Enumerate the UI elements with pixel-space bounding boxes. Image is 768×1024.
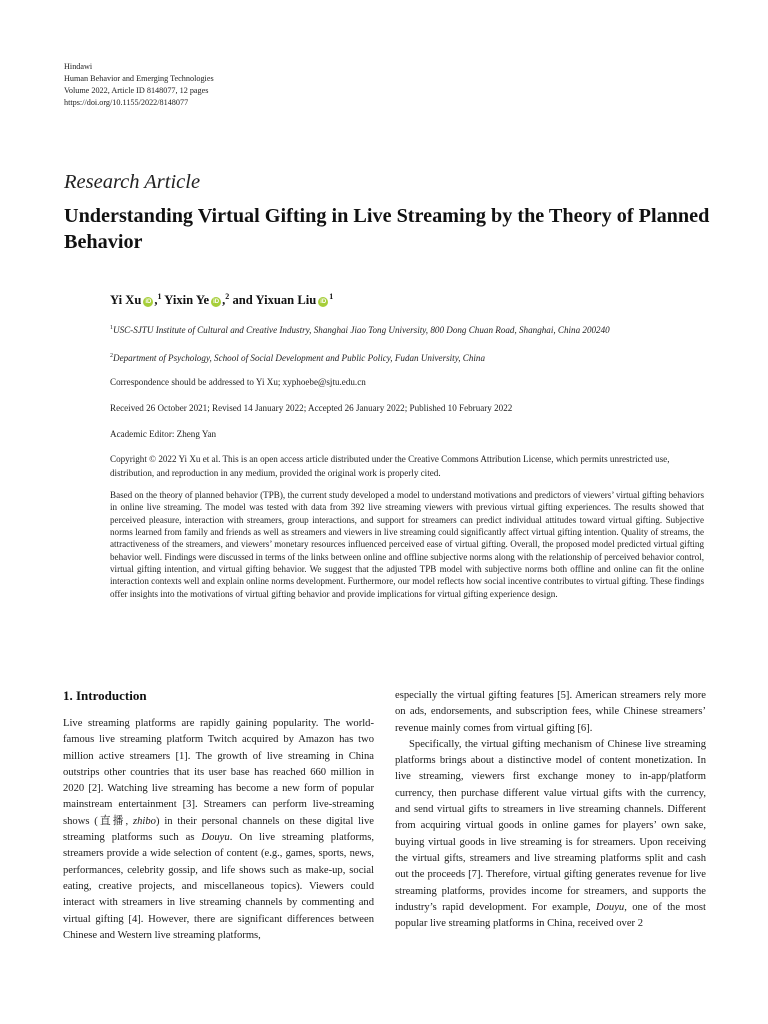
- body-paragraph: especially the virtual gifting features [5]. American streamers rely more on ads, endorsements, and subscription fees, while Chinese streamers’ revenue mainly comes from virtual gifting [6].: [395, 690, 706, 734]
- section-heading: 1. Introduction: [63, 688, 147, 703]
- platform-name: Douyu: [201, 832, 230, 844]
- orcid-icon[interactable]: iD: [320, 299, 327, 306]
- author-name: Yixin Ye: [164, 293, 210, 308]
- article-type: Research Article: [64, 171, 201, 193]
- affiliation-number: 1: [110, 325, 113, 331]
- correspondence: Correspondence should be addressed to Yi Xu; xyphoebe@sjtu.edu.cn: [110, 377, 366, 387]
- orcid-icon[interactable]: iD: [145, 299, 152, 306]
- affiliation-number: 2: [110, 353, 113, 359]
- academic-editor: Academic Editor: Zheng Yan: [110, 429, 217, 439]
- authors-joiner: and: [232, 293, 253, 308]
- body-column-right: [395, 688, 706, 932]
- platform-name: Douyu: [595, 901, 625, 913]
- volume-info: Volume 2022, Article ID 8148077, 12 pages: [64, 86, 209, 95]
- author-affiliation-marker: 1: [329, 292, 334, 301]
- author-name: Yi Xu: [110, 293, 142, 308]
- publisher-name: Hindawi: [64, 62, 93, 71]
- body-column-left: [63, 688, 374, 944]
- doi-link[interactable]: https://doi.org/10.1155/2022/8148077: [64, 98, 189, 107]
- paper-title: Understanding Virtual Gifting in Live Streaming by the Theory of Planned Behavior: [64, 205, 710, 253]
- body-paragraph: Live streaming platforms are rapidly gaining popularity. The world-famous live streaming platform Twitch acquired by Amazon has two million active streamers [1]. The growth of live streaming in China outstrips other countries that its user base has reached 660 million in 2020 [2]. Watching live streaming has become a new form of popular mainstream entertainment [3]. Streamers can perform live-streaming shows (直播, zhibo) in their personal channels on these digital live streaming platforms such as Douyu. On live streaming platforms, streamers provide a wide selection of content (e.g., games, sports, news, performances, celebrity gossip, and life shows such as make-up, social eating, creative projects, and miscellaneous topics). Viewers could interact with streamers in live streaming channels by commenting and virtual gifting [4]. However, there are significant differences between Chinese and Western live streaming platforms,: [63, 718, 374, 941]
- author-affiliation-marker: 1: [157, 292, 162, 301]
- chinese-term: 直播: [97, 815, 126, 827]
- orcid-icon[interactable]: iD: [213, 299, 220, 306]
- affiliation: [110, 321, 710, 337]
- journal-name: Human Behavior and Emerging Technologies: [64, 74, 214, 83]
- affiliation-text: Department of Psychology, School of Social Development and Public Policy, Fudan University, China: [113, 353, 486, 364]
- author-affiliation-marker: 2: [225, 292, 230, 301]
- affiliation-text: USC-SJTU Institute of Cultural and Creative Industry, Shanghai Jiao Tong University, 800 Dong Chuan Road, Shanghai, China 200240: [113, 325, 610, 336]
- author-list: Yi Xu iD ,$^1$ Yixin Ye iD ,$^2$ and Yixuan Liu $iD^1$: [110, 292, 334, 308]
- publication-dates: Received 26 October 2021; Revised 14 January 2022; Accepted 26 January 2022; Published 10 February 2022: [110, 403, 513, 413]
- abstract: Based on the theory of planned behavior (TPB), the current study developed a model to understand motivations and predictors of viewers’ virtual gifting behaviors in online live streaming. The model was tested with data from 392 live streaming viewers with previous virtual gifting experiences. The results showed that perceived pleasure, interaction with streamers, group interactions, and support for streamers can predict individual attitudes toward virtual gifting. Subjective norms learned from family and friends as well as streamers and viewers in live streaming could significantly affect virtual gifting intention. Quality of streams, the attractiveness of the streamers, and viewers’ monetary resources influenced perceived ease of virtual gifting. Overall, the proposed model predicted virtual gifting behavior well. Findings were discussed in terms of the links between online and offline subjective norms along with the relationship of perceived behavior control, virtual gifting intention, and virtual gifting behavior. We suggest that the adjusted TPB model with subjective norms both offline and online can fit the online interaction contexts well and explain online norms development. Furthermore, our model reflects how social incentive contributes to virtual gifting. These findings offer insights into the motivations of virtual gifting behavior and provide implications for virtual gifting experience design.: [110, 490, 704, 599]
- journal-header: [64, 61, 214, 109]
- author-name: Yixuan Liu: [255, 293, 317, 308]
- body-paragraph: Specifically, the virtual gifting mechanism of Chinese live streaming platforms brings about a distinctive model of content monetization. In live streaming, viewers first exchange money to in-app/platform currency, then purchase different value virtual gifts with the currency, and send virtual gifts to streamers in live streaming channels. Different from acquiring virtual goods in online games for players’ own sake, buying virtual goods in live streaming is for streamers. Upon receiving the virtual gifts, streamers and live streaming platforms split and cash out the proceeds [7]. Therefore, virtual gifting generates revenue for live streaming platforms, provides income for streamers, and supports the industry’s rapid development. For example, Douyu, one of the most popular live streaming platforms in China, received over 2: [395, 738, 706, 930]
- pinyin-term: zhibo: [133, 815, 156, 827]
- copyright-notice: Copyright © 2022 Yi Xu et al. This is an open access article distributed under the Creative Commons Attribution License, which permits unrestricted use, distribution, and reproduction in any medium, provided the original work is properly cited.: [110, 454, 670, 478]
- affiliation: [110, 349, 710, 365]
